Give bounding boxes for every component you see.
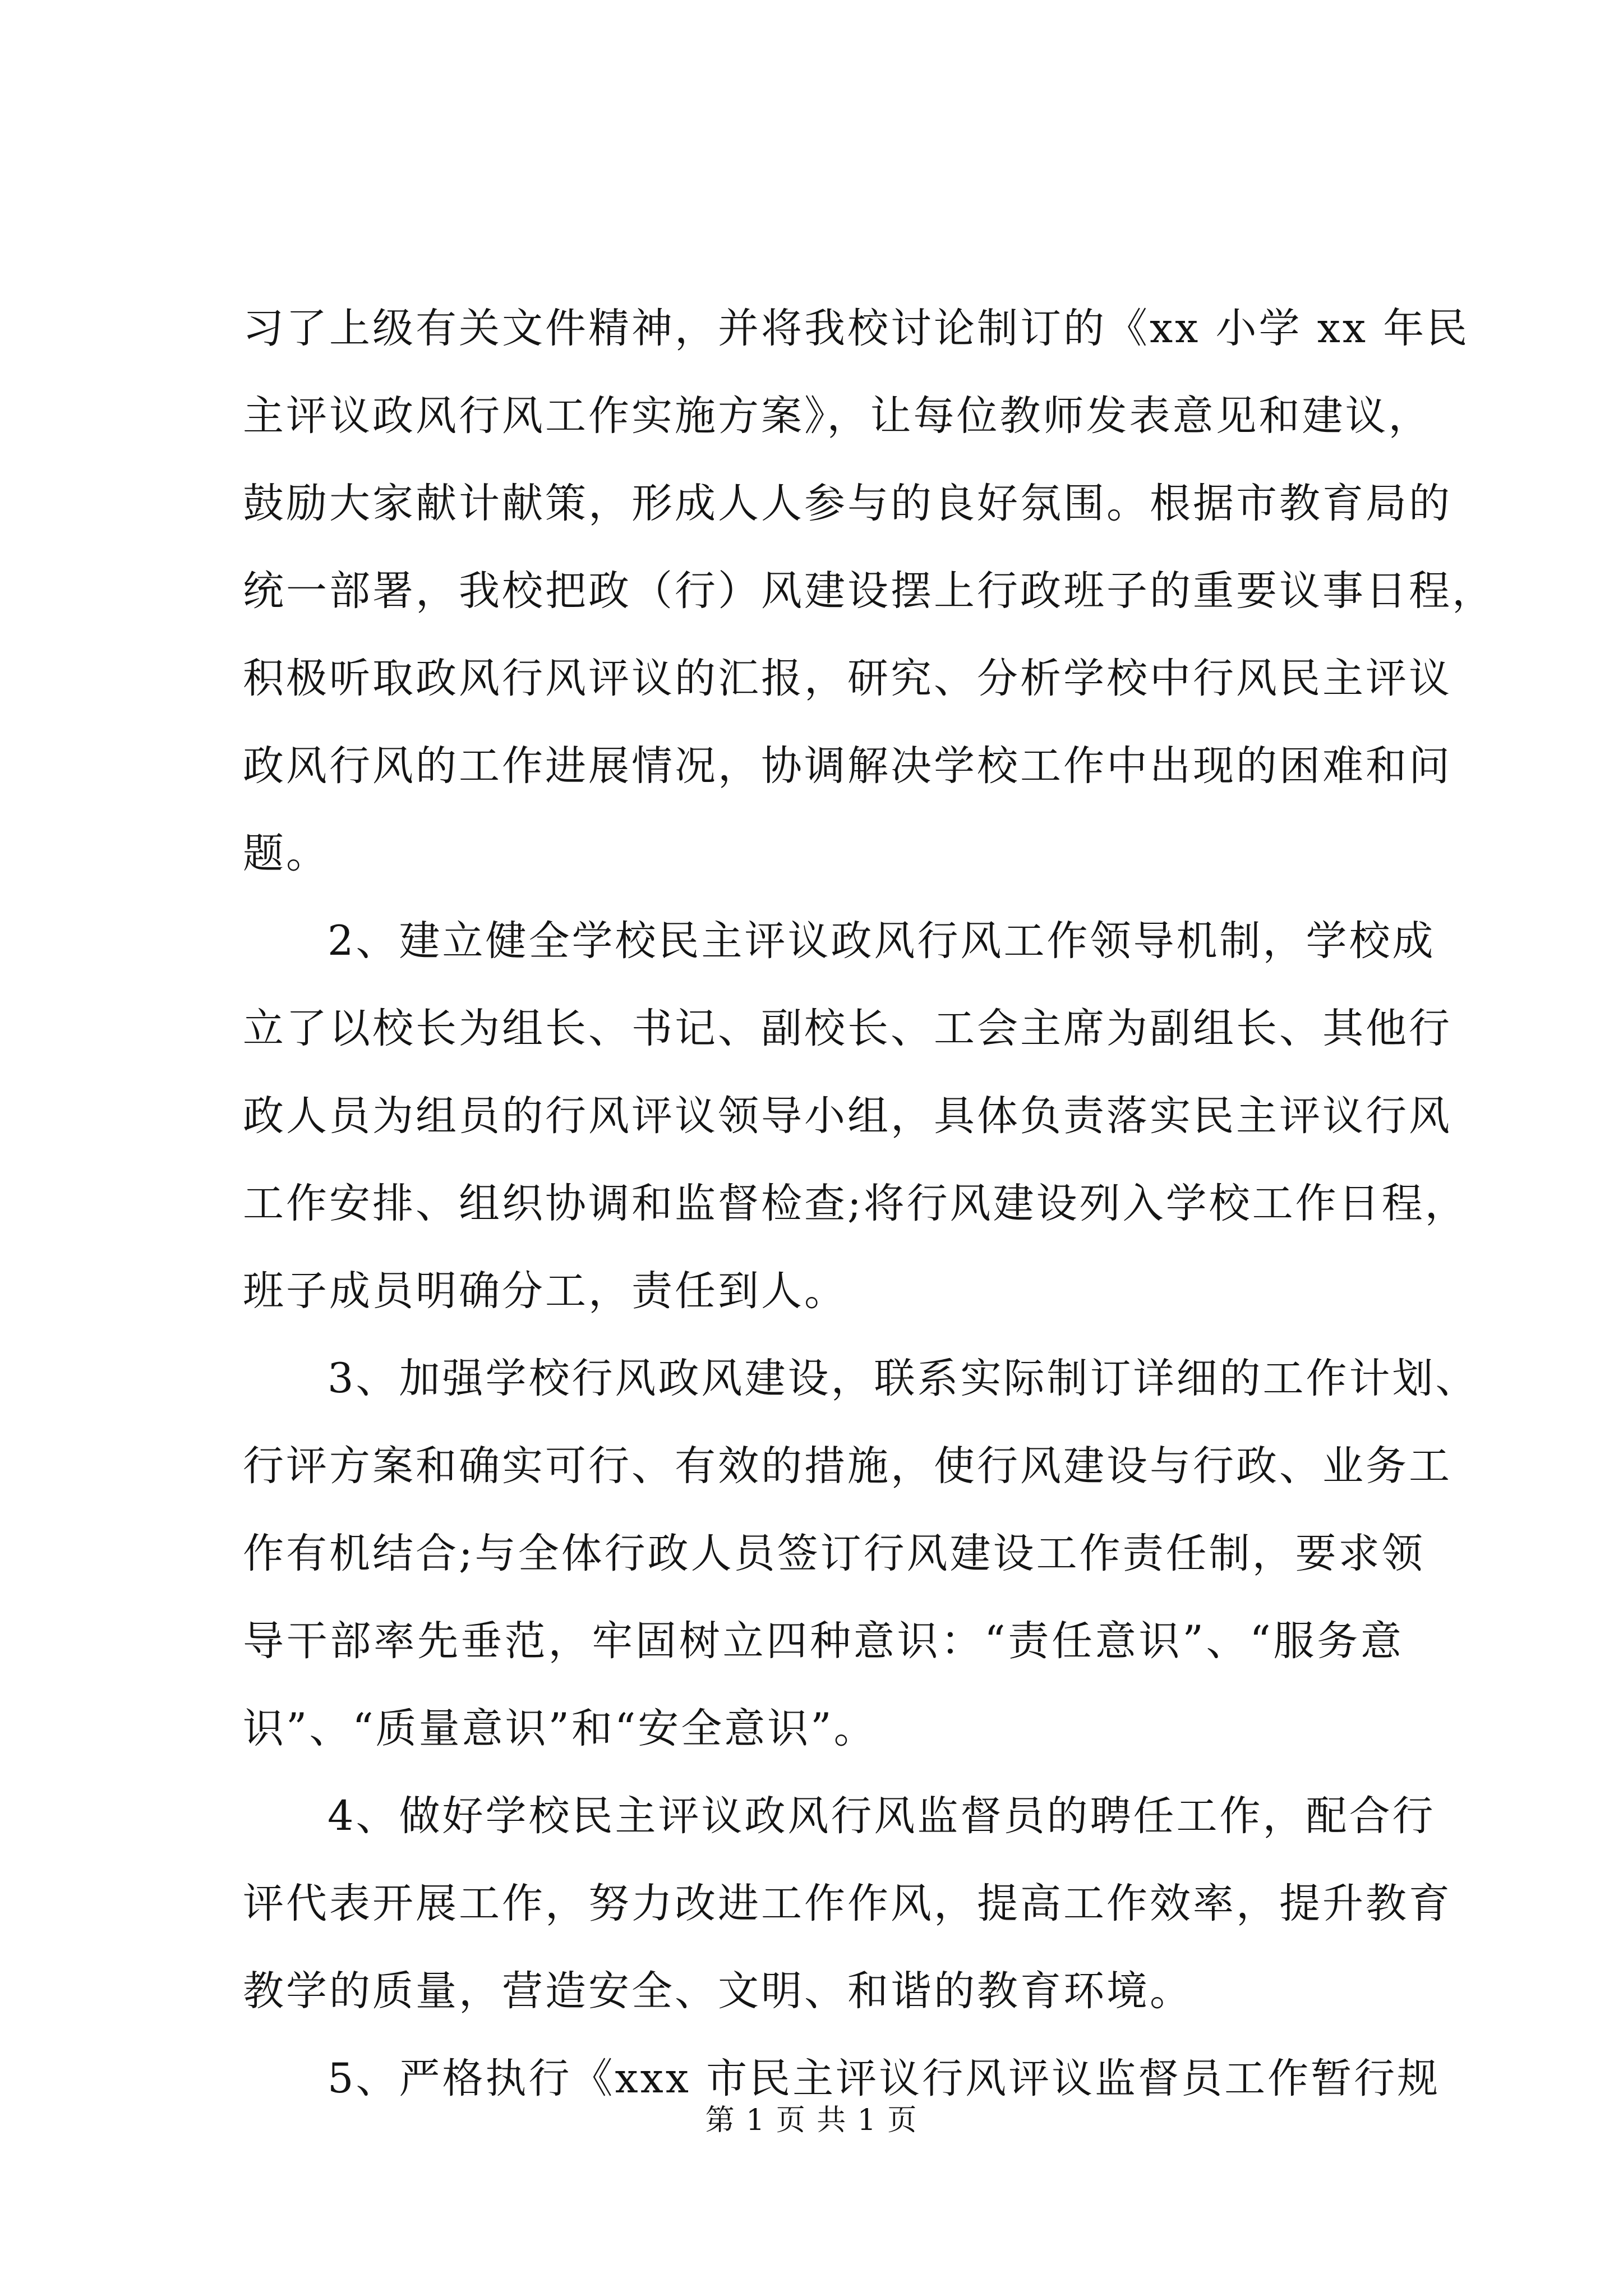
paragraph-line: 班子成员明确分工，责任到人。 (243, 1267, 847, 1315)
document-body (243, 285, 1495, 2123)
paragraph-line: 题。 (243, 830, 329, 877)
paragraph-line: 积极听取政风行风评议的汇报，研究、分析学校中行风民主评议 (243, 655, 1452, 702)
paragraph-line: 5、严格执行《xxx 市民主评议行风评议监督员工作暂行规 (328, 2055, 1441, 2102)
paragraph-line: 导干部率先垂范，牢固树立四种意识：“责任意识”、“服务意 (243, 1617, 1404, 1665)
paragraph-line: 识”、“质量意识”和“安全意识”。 (243, 1705, 877, 1752)
paragraph-line: 立了以校长为组长、书记、副校长、工会主席为副组长、其他行 (243, 1005, 1452, 1052)
page-number-footer: 第 1 页 共 1 页 (705, 2104, 918, 2137)
paragraph-line: 政人员为组员的行风评议领导小组，具体负责落实民主评议行风 (243, 1092, 1452, 1140)
paragraph-line: 教学的质量，营造安全、文明、和谐的教育环境。 (243, 1967, 1193, 2015)
paragraph-line: 评代表开展工作，努力改进工作作风，提高工作效率，提升教育 (243, 1880, 1452, 1927)
paragraph-line: 3、加强学校行风政风建设，联系实际制订详细的工作计划、 (328, 1355, 1479, 1402)
paragraph-line: 工作安排、组织协调和监督检查;将行风建设列入学校工作日程， (243, 1180, 1468, 1227)
paragraph-line: 作有机结合;与全体行政人员签订行风建设工作责任制，要求领 (243, 1530, 1425, 1577)
paragraph-line: 主评议政风行风工作实施方案》，让每位教师发表意见和建议， (243, 392, 1432, 440)
paragraph-line: 2、建立健全学校民主评议政风行风工作领导机制，学校成 (328, 917, 1436, 965)
paragraph-line: 鼓励大家献计献策，形成人人参与的良好氛围。根据市教育局的 (243, 480, 1452, 527)
paragraph-line: 政风行风的工作进展情况，协调解决学校工作中出现的困难和问 (243, 742, 1452, 790)
paragraph-line: 习了上级有关文件精神，并将我校讨论制订的《xx 小学 xx 年民 (243, 305, 1470, 352)
paragraph-line: 行评方案和确实可行、有效的措施，使行风建设与行政、业务工 (243, 1442, 1452, 1490)
paragraph-line: 4、做好学校民主评议政风行风监督员的聘任工作，配合行 (328, 1792, 1436, 1840)
paragraph-line: 统一部署，我校把政（行）风建设摆上行政班子的重要议事日程， (243, 567, 1495, 615)
